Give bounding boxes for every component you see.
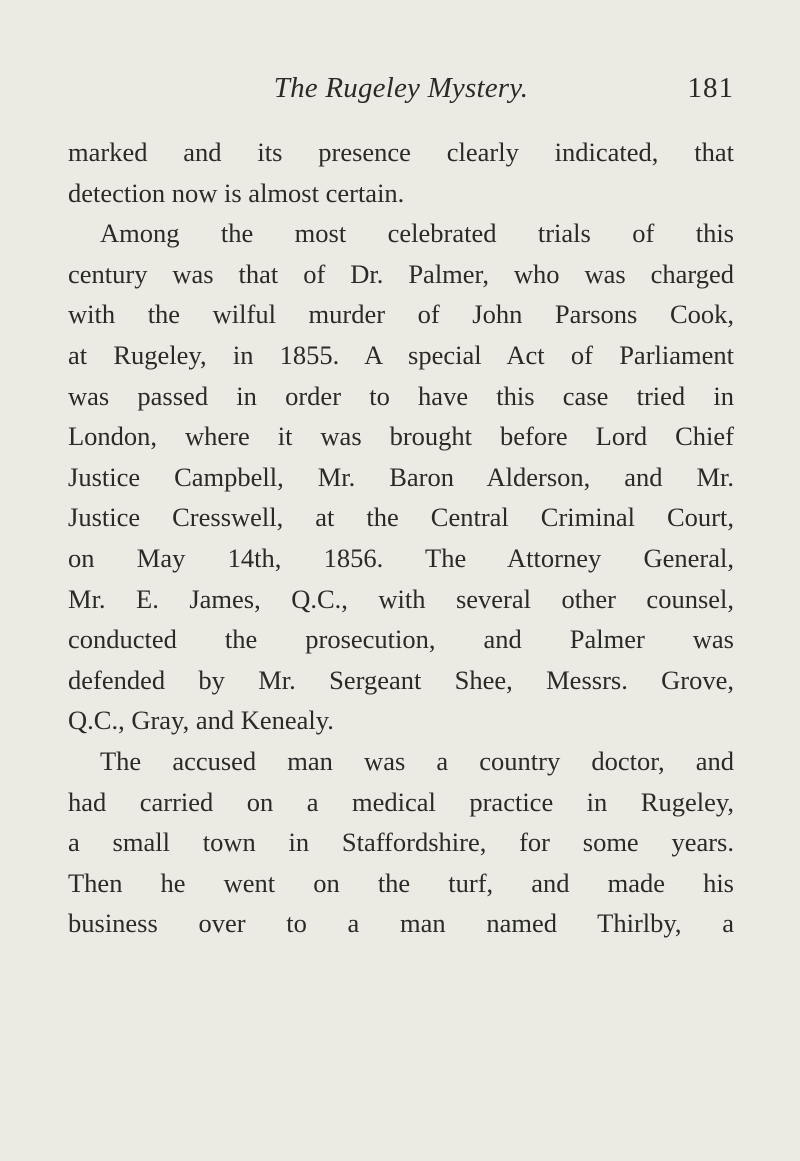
text-line: business over to a man named Thirlby, a [68,908,734,939]
text-line: was passed in order to have this case tried in [68,380,734,411]
body-text [68,132,734,944]
text-line: London, where it was brought before Lord Chief [68,421,734,452]
text-line: with the wilful murder of John Parsons Cook, [68,299,734,330]
text-line: a small town in Staffordshire, for some years. [68,827,734,858]
text-line: Q.C., Gray, and Kenealy. [68,705,334,736]
page-number: 181 [687,72,734,104]
text-line: Mr. E. James, Q.C., with several other counsel, [68,583,734,614]
text-line: Justice Campbell, Mr. Baron Alderson, and Mr. [68,461,734,492]
text-line: Justice Cresswell, at the Central Criminal Court, [68,502,734,533]
text-line: conducted the prosecution, and Palmer was [68,624,734,655]
text-line: Among the most celebrated trials of this [100,218,734,249]
text-line: marked and its presence clearly indicated, that [68,137,734,167]
text-line: at Rugeley, in 1855. A special Act of Parliament [68,339,734,370]
text-line: detection now is almost certain. [68,177,405,208]
text-line: The accused man was a country doctor, and [100,745,734,776]
text-line: had carried on a medical practice in Rugeley, [68,786,734,817]
text-line: on May 14th, 1856. The Attorney General, [68,542,734,573]
text-line: defended by Mr. Sergeant Shee, Messrs. Grove, [68,664,734,695]
text-line: Then he went on the turf, and made his [68,867,734,898]
page-header [68,68,734,108]
text-line: century was that of Dr. Palmer, who was charged [68,258,734,289]
running-title: The Rugeley Mystery. [273,72,529,104]
